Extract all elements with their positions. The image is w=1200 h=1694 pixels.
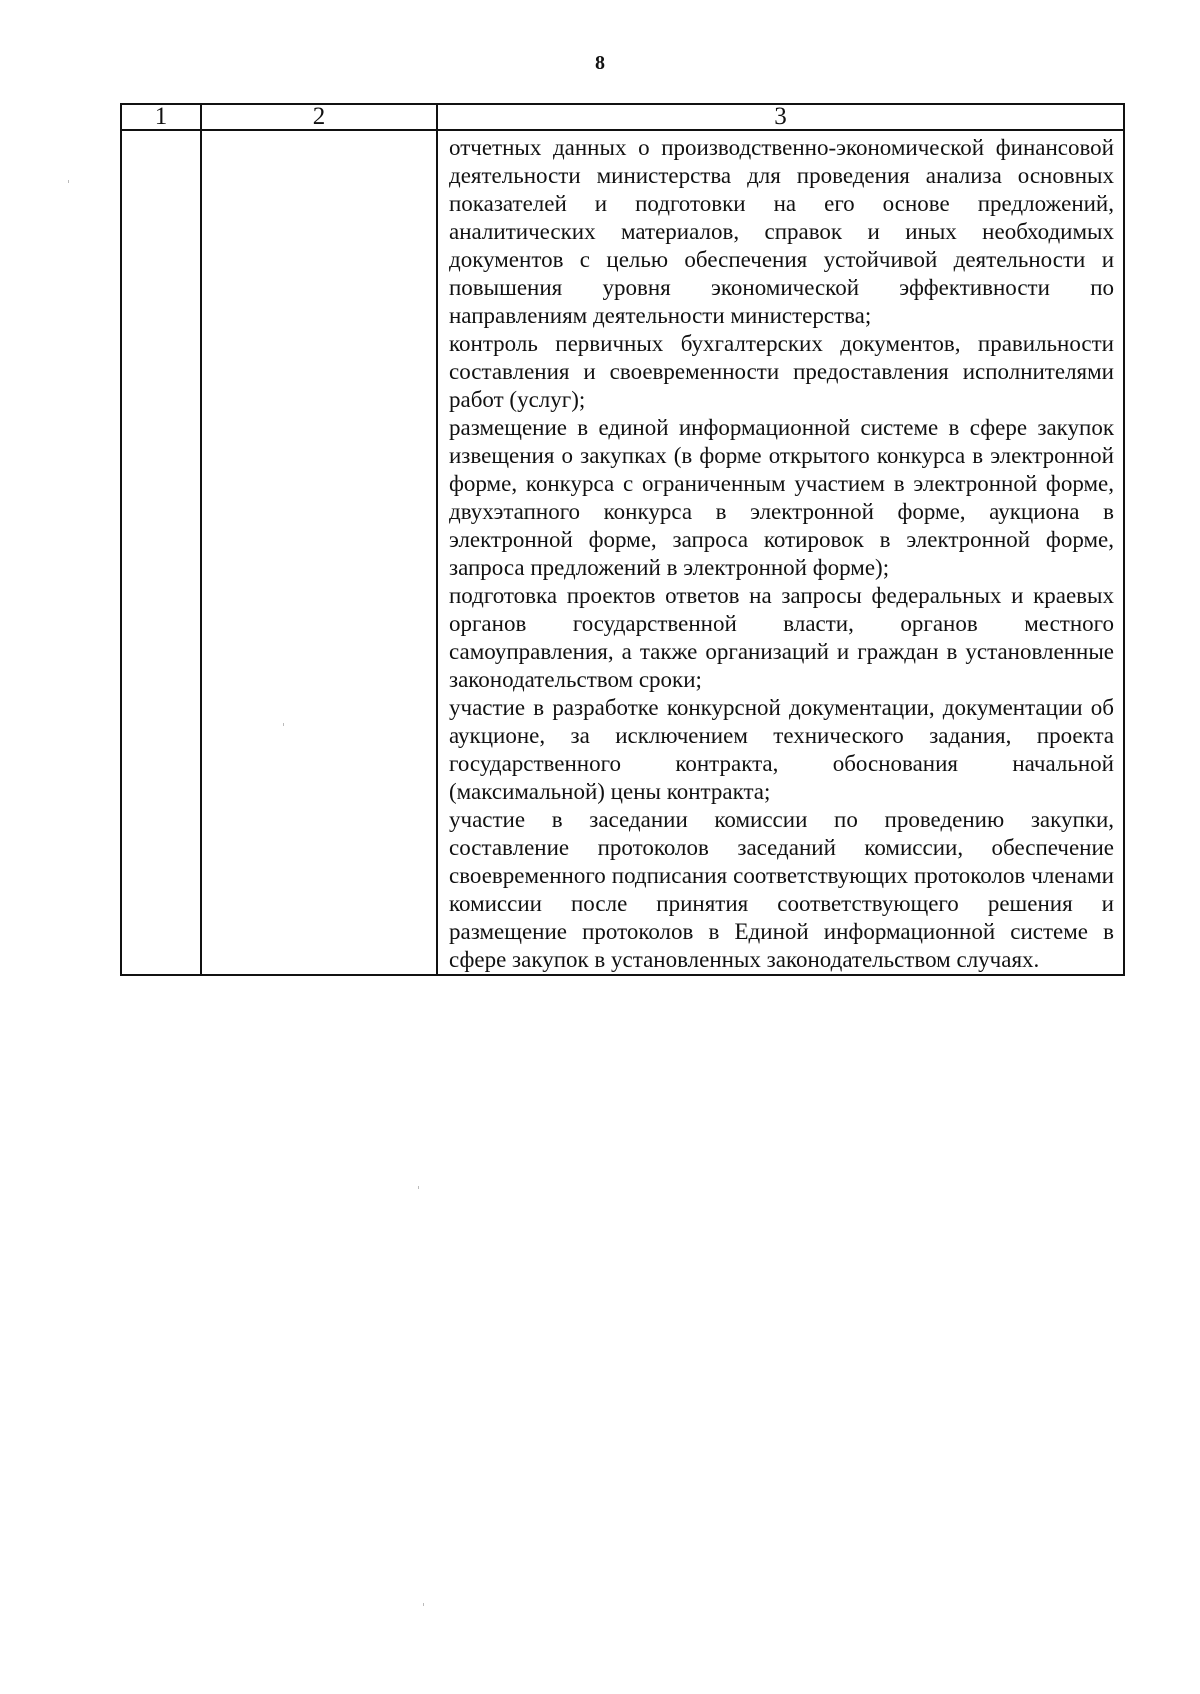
duty-paragraph: подготовка проектов ответов на запросы федеральных и краевых органов государственной власти, органов местного самоуправления, а также организаций и граждан в установленные законодательством сроки; <box>449 583 1114 692</box>
table-header-row <box>121 104 1124 130</box>
scan-speck <box>68 180 69 183</box>
page-number: 8 <box>595 52 605 74</box>
scan-speck <box>283 723 284 726</box>
column-header-2: 2 <box>201 104 437 130</box>
duty-paragraph: участие в разработке конкурсной документации, документации об аукционе, за исключением технического задания, проекта государственного контракта, обоснования начальной (максимальной) цены контракта; <box>449 695 1114 804</box>
duty-paragraph: контроль первичных бухгалтерских документов, правильности составления и своевременности предоставления исполнителями работ (услуг); <box>449 331 1114 412</box>
cell-col3 <box>437 130 1124 975</box>
column-header-3: 3 <box>437 104 1124 130</box>
duty-paragraph: участие в заседании комиссии по проведению закупки, составление протоколов заседаний комиссии, обеспечение своевременного подписания соответствующих протоколов членами комиссии после принятия соответствующего решения и размещение протоколов в Единой информационной системе в сфере закупок в установленных законодательством случаях. <box>449 807 1114 972</box>
table-row <box>121 130 1124 975</box>
scan-speck <box>418 1186 419 1189</box>
cell-col1 <box>121 130 201 975</box>
scan-speck <box>423 1603 424 1606</box>
column-header-1: 1 <box>121 104 201 130</box>
duty-paragraph: отчетных данных о производственно-экономической финансовой деятельности министерства для проведения анализа основных показателей и подготовки на его основе предложений, аналитических материалов, справок и иных необходимых документов с целью обеспечения устойчивой деятельности и повышения уровня экономической эффективности по направлениям деятельности министерства; <box>449 135 1114 328</box>
cell-col2 <box>201 130 437 975</box>
duty-paragraph: размещение в единой информационной системе в сфере закупок извещения о закупках (в форме открытого конкурса в электронной форме, конкурса с ограниченным участием в электронной форме, двухэтапного конкурса в электронной форме, аукциона в электронной форме, запроса котировок в электронной форме, запроса предложений в электронной форме); <box>449 415 1114 580</box>
document-table <box>120 103 1125 976</box>
duties-text <box>438 131 1123 974</box>
